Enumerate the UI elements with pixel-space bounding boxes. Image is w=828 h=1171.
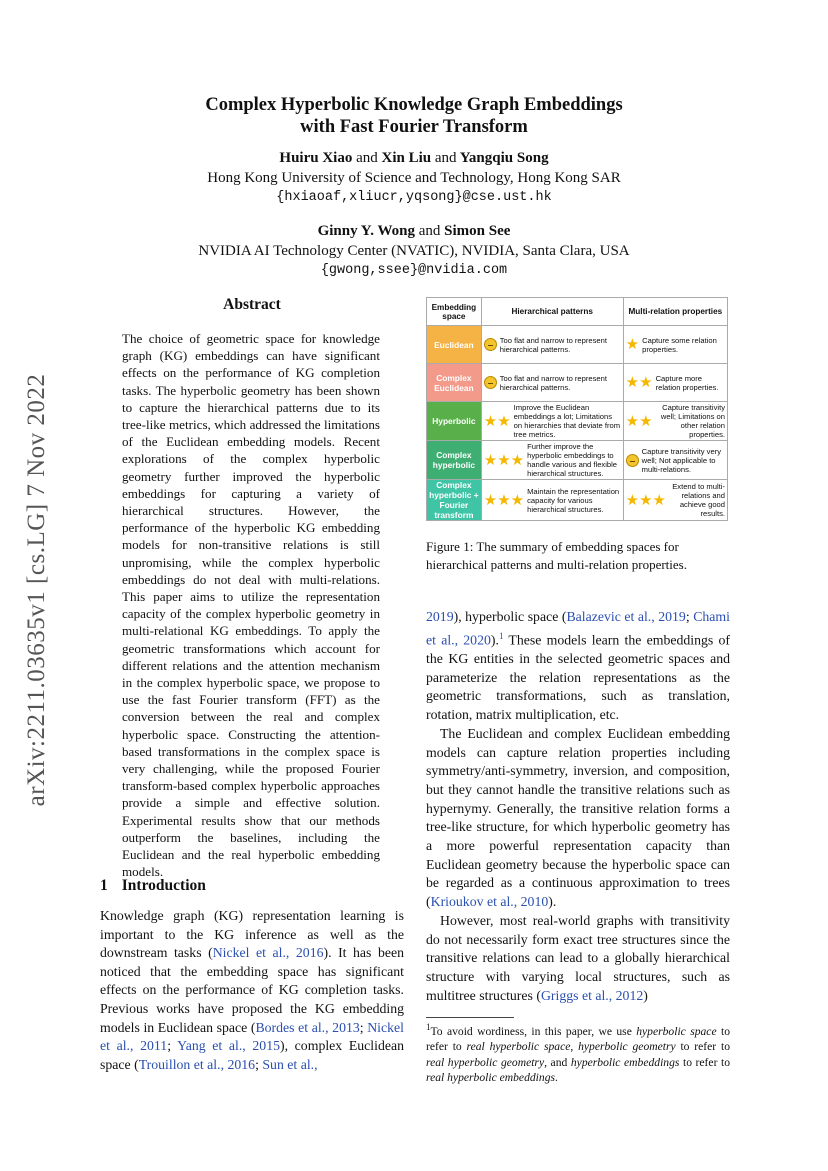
paragraph [426, 725, 730, 912]
hierarchical-description: Improve the Euclidean embeddings a lot; Limitations on hierarchies that deviate from tree metrics. [513, 403, 621, 439]
multi-relation-description: Capture more relation properties. [655, 373, 719, 392]
three-stars-icon: ★★★ [625, 491, 666, 509]
introduction-paragraph [100, 907, 404, 1074]
body-text: Knowledge graph (KG) representation learning is important to the KG inference as well as the downstream tasks ( [100, 908, 404, 961]
space-label: Complex Euclidean [427, 364, 482, 402]
citation-link[interactable]: Griggs et al., 2012 [540, 987, 644, 1003]
email-1[interactable]: {hxiaoaf,xliucr,yqsong}@cse.ust.hk [276, 190, 552, 205]
arxiv-sidebar [14, 330, 60, 850]
table-row [427, 326, 728, 364]
figure-1-table [426, 297, 728, 521]
space-label: Hyperbolic [427, 402, 482, 441]
author-block-1 [150, 148, 678, 208]
author-block-2 [150, 221, 678, 281]
two-stars-icon: ★★ [483, 412, 511, 430]
email-2[interactable]: {gwong,ssee}@nvidia.com [320, 263, 508, 278]
footnote-marker[interactable]: 1 [498, 630, 504, 641]
neutral-face-icon [484, 338, 497, 351]
footnote-term: real hyperbolic geometry [426, 1055, 545, 1069]
title-line-2: with Fast Fourier Transform [300, 117, 528, 137]
header-hierarchical-patterns: Hierarchical patterns [481, 298, 623, 326]
multi-relation-description: Capture transitivity very well; Not applicable to multi-relations. [641, 446, 721, 474]
space-label: Complex hyperbolic + Fourier transform [427, 480, 482, 521]
footnote-term: hyperbolic geometry [578, 1040, 676, 1054]
footnote-text: . [555, 1071, 558, 1085]
author-names-2 [150, 221, 678, 241]
header-multi-relation: Multi-relation properties [623, 298, 727, 326]
table-row [427, 364, 728, 402]
footnote-text: To avoid wordiness, in this paper, we use [430, 1024, 637, 1038]
footnote-number: 1 [426, 1022, 431, 1032]
citation-link[interactable]: Trouillon et al., 2016 [138, 1056, 256, 1072]
figure-1-caption: Figure 1: The summary of embedding spaces for hierarchical patterns and multi-relation properties. [426, 539, 687, 572]
hierarchical-description: Too flat and narrow to represent hierarchical patterns. [499, 335, 607, 354]
body-text: ), hyperbolic space ( [453, 609, 567, 624]
section-heading-introduction [100, 877, 220, 895]
multi-relation-description: Extend to multi-relations and achieve good results. [672, 482, 725, 518]
table-row [427, 441, 728, 480]
affiliation-1: Hong Kong University of Science and Technology, Hong Kong SAR [207, 170, 621, 186]
author-name: Huiru Xiao [279, 150, 353, 166]
body-text: ) [643, 987, 648, 1003]
body-text: ), complex Euclidean space ( [100, 1038, 404, 1072]
author-separator: and [356, 150, 378, 166]
body-text: ; [685, 609, 694, 624]
citation-link[interactable]: Balazevic et al., 2019 [566, 609, 686, 624]
neutral-face-icon [484, 376, 497, 389]
body-text: ; [167, 1038, 178, 1054]
citation-link[interactable]: Krioukov et al., 2010 [430, 894, 549, 910]
citation-link[interactable]: Nickel et al., 2011 [100, 1019, 404, 1054]
space-label: Euclidean [427, 326, 482, 364]
multi-relation-description: Capture some relation properties. [642, 335, 717, 354]
author-separator: and [434, 150, 457, 166]
paragraph [426, 608, 730, 725]
one-star-icon: ★ [625, 336, 640, 353]
citation-link[interactable]: Chami et al., 2020 [426, 609, 730, 648]
footnote-text: to refer to [679, 1055, 731, 1069]
abstract-heading: Abstract [223, 296, 281, 313]
footnote-term: hyperbolic embeddings [570, 1055, 680, 1069]
hierarchical-description: Maintain the representation capacity for various hierarchical structures. [527, 486, 620, 514]
footnote-divider [426, 1017, 514, 1018]
body-text: However, most real-world graphs with transitivity do not necessarily form exact tree structures since the transitive relations can lead to a globally hierarchical structure with varying local structures, such as multitree structures ( [426, 912, 730, 1003]
author-name: Yangqiu Song [459, 150, 549, 166]
section-title: Introduction [121, 877, 206, 894]
two-stars-icon: ★★ [625, 374, 653, 391]
hierarchical-description: Too flat and narrow to represent hierarchical patterns. [499, 373, 607, 392]
footnote-term: real hyperbolic space [466, 1040, 571, 1054]
three-stars-icon: ★★★ [483, 451, 525, 469]
hierarchical-description: Further improve the hyperbolic embeddings to handle various and flexible hierarchical structures. [527, 442, 618, 478]
body-text: ; [255, 1056, 263, 1072]
author-name: Simon See [444, 223, 511, 239]
body-text: These models learn the embeddings of the KG entities in the selected geometric spaces and parameterize the relation representations as the geometric transformations, such as translation, rotation, matrix multiplication, etc. [426, 632, 730, 723]
footnote-term: hyperbolic space [636, 1024, 717, 1038]
title-line-1: Complex Hyperbolic Knowledge Graph Embeddings [205, 95, 623, 115]
citation-link[interactable]: Yang et al., 2015 [177, 1038, 280, 1054]
three-stars-icon: ★★★ [483, 491, 525, 509]
footnote-text: , [570, 1040, 579, 1054]
author-names-1 [150, 148, 678, 168]
citation-link[interactable]: Sun et al., [262, 1056, 318, 1072]
neutral-face-icon [626, 454, 639, 467]
footnote-text: to refer to [675, 1040, 730, 1054]
body-text: ). [490, 632, 499, 648]
section-number: 1 [100, 877, 108, 894]
table-row [427, 480, 728, 521]
space-label: Complex hyperbolic [427, 441, 482, 480]
footnote [426, 1020, 730, 1086]
multi-relation-description: Capture transitivity well; Limitations on other relation properties. [660, 403, 725, 439]
footnote-text: , and [544, 1055, 571, 1069]
citation-link[interactable]: 2019 [426, 609, 454, 624]
body-text: ). It has been noticed that the embedding space has significant effects on the performance of KG completion tasks. Previous works have proposed the KG embedding models in Euclidean space ( [100, 945, 405, 1035]
two-stars-icon: ★★ [625, 412, 653, 430]
abstract-text: The choice of geometric space for knowledge graph (KG) embeddings can have significant effects on the performance of KG completion tasks. The hyperbolic geometry has been shown to capture the hierarchical patterns due to its tree-like metrics, which addressed the limitations of the Euclidean embedding models. Recent explorations of the complex hyperbolic geometry further improved the hyperbolic embeddings for capturing a variety of hierarchical structures. However, the performance of the hyperbolic KG embedding models for non-transitive relations is still unpromising, while the complex hyperbolic embeddings do not deal with multi-relations. This paper aims to utilize the representation capacity of the complex hyperbolic geometry in multi-relational KG embeddings. To apply the geometric transformations which account for different relations and the attention mechanism in the complex hyperbolic space, we propose to use the fast Fourier transform (FFT) as the conversion between the real and complex hyperbolic space. Constructing the attention-based transformations in the complex space is very challenging, while the proposed Fourier transform-based complex hyperbolic approaches provide a simple and effective solution. Experimental results show that our methods outperform the baselines, including the Euclidean and the real hyperbolic embedding models. [122, 331, 380, 880]
citation-link[interactable]: Nickel et al., 2016 [212, 945, 324, 961]
body-text: The Euclidean and complex Euclidean embedding models can capture relation properties including symmetry/anti-symmetry, inversion, and composition, but they cannot handle the transitive relations such as hypernymy. Generally, the transitive relation forms a tree-like structure, for which hyperbolic geometry has a more powerful representation capacity than Euclidean geometry because the hyperbolic space can be regarded as a continuous approximation to trees ( [426, 725, 730, 910]
author-name: Xin Liu [381, 150, 432, 166]
right-column-text [426, 608, 730, 1005]
affiliation-2: NVIDIA AI Technology Center (NVATIC), NVIDIA, Santa Clara, USA [198, 243, 630, 259]
footnote-term: real hyperbolic embeddings [426, 1071, 556, 1085]
author-name: Ginny Y. Wong [317, 223, 415, 239]
arxiv-identifier: arXiv:2211.03635v1 [cs.LG] 7 Nov 2022 [23, 373, 50, 807]
author-separator: and [418, 223, 441, 239]
body-text: ). [548, 894, 557, 910]
body-text: ; [359, 1019, 368, 1035]
paragraph [426, 912, 730, 1006]
footnote-text: to refer to [426, 1024, 730, 1054]
table-row [427, 402, 728, 441]
paper-title [150, 94, 678, 138]
citation-link[interactable]: Bordes et al., 2013 [255, 1019, 360, 1035]
header-embedding-space: Embedding space [427, 298, 482, 326]
